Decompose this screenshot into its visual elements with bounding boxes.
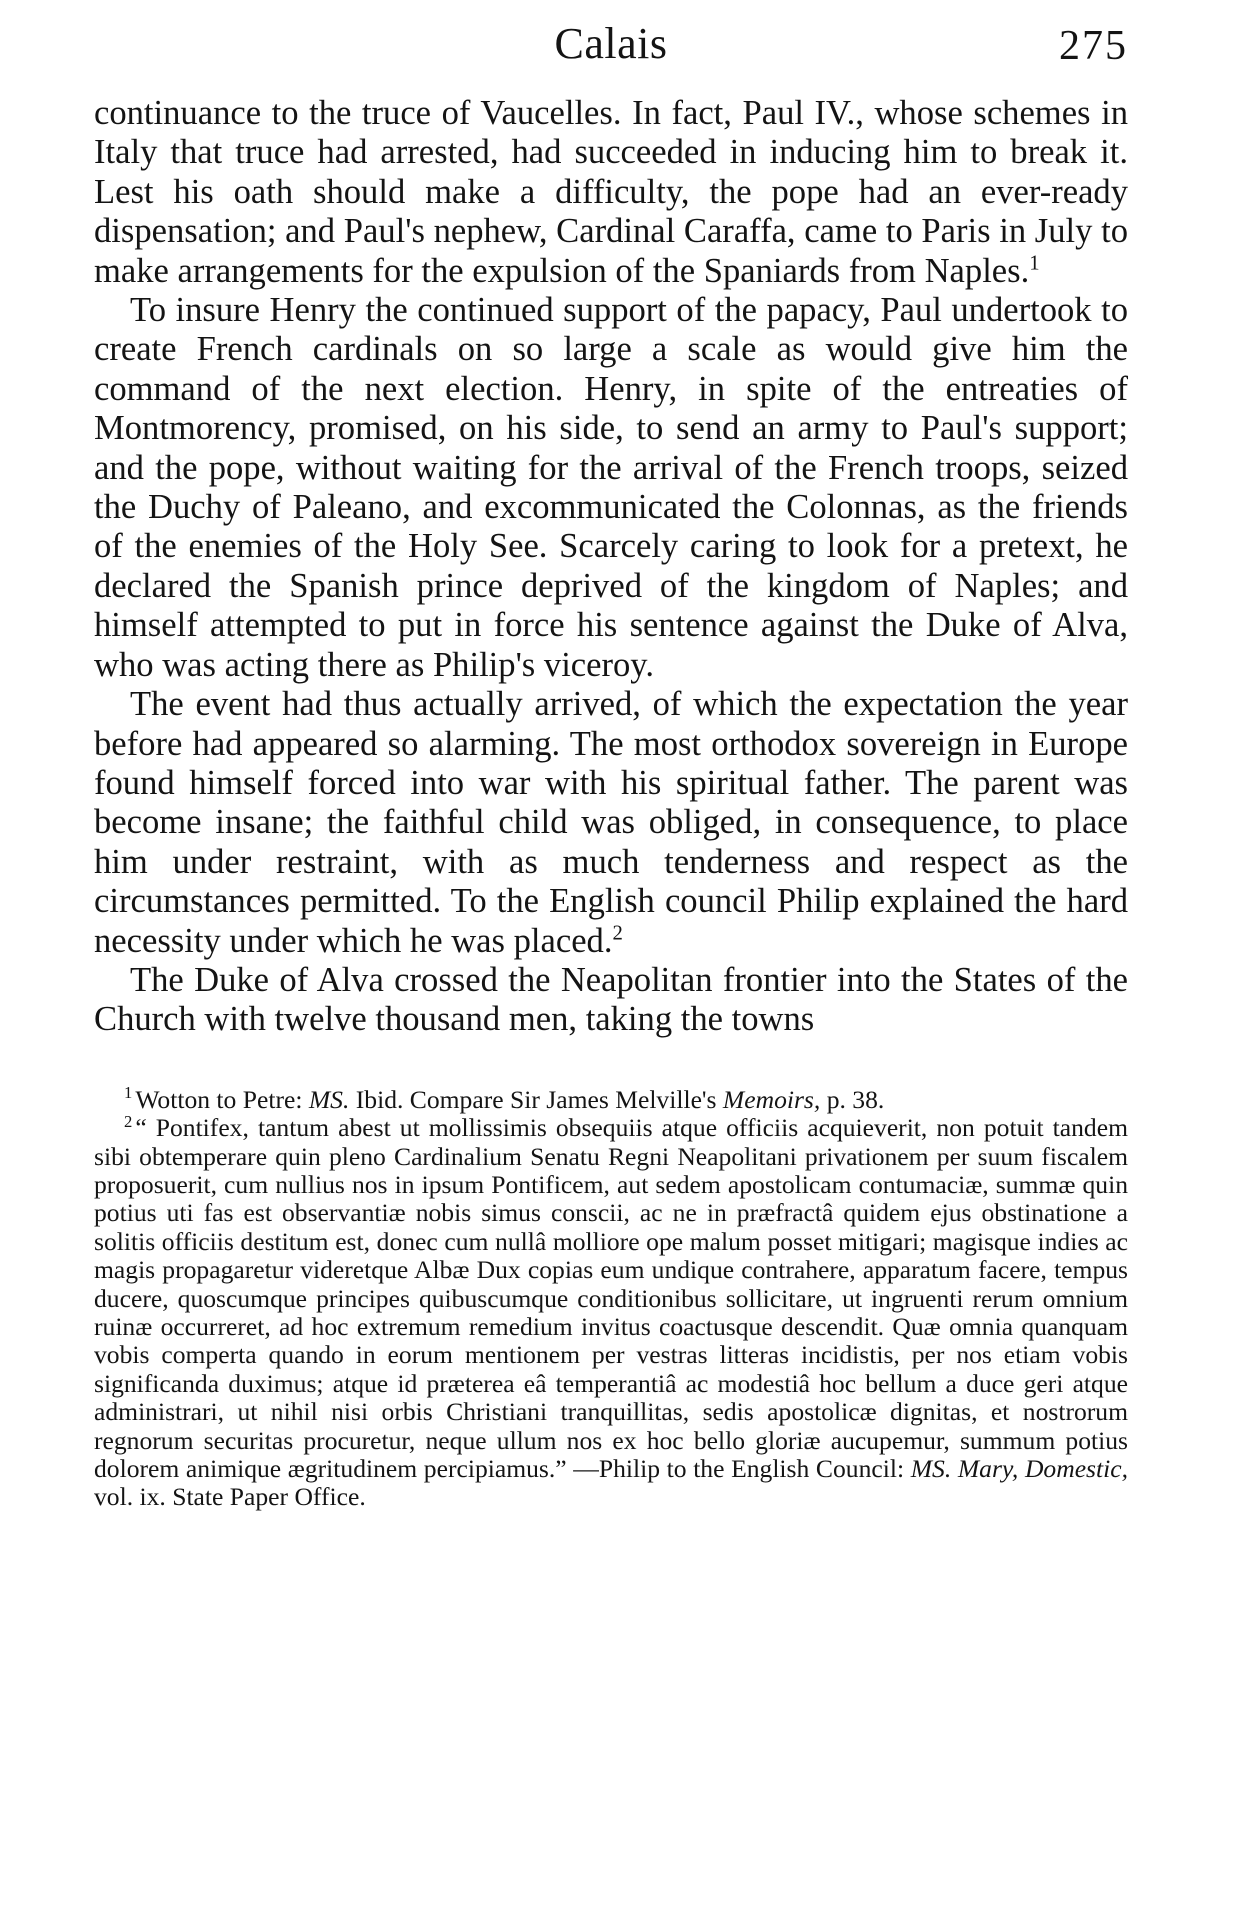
footnotes xyxy=(94,1083,1128,1512)
footnote-text: p. 38. xyxy=(820,1084,885,1114)
paragraph-text: The Duke of Alva crossed the Neapolitan frontier into the States of the Church with twelve thousand men, taking the towns xyxy=(94,960,1128,1039)
paragraph xyxy=(94,291,1128,685)
body-text xyxy=(94,94,1128,1040)
footnote-mark: 2 xyxy=(124,1111,133,1131)
footnote xyxy=(94,1111,1128,1512)
running-title: Calais xyxy=(554,19,668,68)
footnote-mark: 1 xyxy=(124,1083,133,1103)
paragraph-text: continuance to the truce of Vaucelles. In fact, Paul IV., whose schemes in Italy that truce had arrested, had succeeded in inducing him to break it. Lest his oath should make a difficulty, the pope had an ever-ready dispensation; and Paul's nephew, Cardinal Caraffa, came to Paris in July to make arrangements for the expulsion of the Spaniards from Naples. xyxy=(94,94,1128,290)
paragraph-text: The event had thus actually arrived, of which the expectation the year before had appeared so alarming. The most orthodox sovereign in Europe found himself forced into war with his spiritual father. The parent was become insane; the faithful child was obliged, in consequence, to place him under restraint, with as much tenderness and respect as the circumstances permitted. To the English council Philip explained the hard necessity under which he was placed. xyxy=(94,685,1128,960)
page-number: 275 xyxy=(1059,23,1128,69)
paragraph xyxy=(94,961,1128,1040)
paragraph xyxy=(94,94,1128,291)
footnote-italic: MS. xyxy=(308,1084,350,1114)
footnote-reference: 2 xyxy=(612,922,623,944)
footnote-text: Wotton to Petre: xyxy=(135,1084,309,1114)
book-page xyxy=(94,0,1128,1512)
paragraph-text: To insure Henry the continued support of the papacy, Paul undertook to create French cardinals on so large a scale as would give him the command of the next election. Henry, in spite of the entreaties of Montmorency, promised, on his side, to send an army to Paul's support; and the pope, without waiting for the arrival of the French troops, seized the Duchy of Paleano, and excommunicated the Colonnas, as the friends of the enemies of the Holy See. Scarcely caring to look for a pretext, he declared the Spanish prince deprived of the kingdom of Naples; and himself attempted to put in force his sentence against the Duke of Alva, who was acting there as Philip's viceroy. xyxy=(94,291,1128,684)
footnote-text: “ Pontifex, tantum abest ut mollissimis obsequiis atque officiis acquieverit, non potuit tandem sibi obtemperare quin pleno Cardinalium Senatu Regni Neapolitani privationem per suum fiscalem proposuerit, cum nullius nos in ipsum Pontificem, aut sedem apostolicam contumaciæ, summæ quin potius uti fas est observantiæ nobis simus conscii, ac ne in præfractâ quidem ejus obstinatione a solitis officiis destitum est, donec cum nullâ molliore ope malum posset mitigari; magisque indies ac magis propagaretur videretque Albæ Dux copias eum undique contrahere, apparatum facere, tempus ducere, quoscumque principes quibuscumque conditionibus sollicitare, ut ingruenti rerum omnium ruinæ occurreret, ad hoc extremum remedium invitus coactusque descendit. Quæ omnia quanquam vobis comperta quando in eorum mentionem per vestras litteras incidistis, per nos etiam vobis significanda duximus; atque id præterea eâ temperantiâ ac modestiâ hoc bellum a duce geri atque administrari, ut nihil nisi orbis Christiani tranquillitas, sedis apostolicæ dignitas, et nostrorum regnorum securitas procuretur, neque ullum nos ex hoc bello gloriæ aucupemur, summum potius dolorem animique ægritudinem percipiamus.” —Philip to the English Council: xyxy=(94,1113,1128,1484)
footnote-italic: Memoirs, xyxy=(722,1084,821,1114)
footnote-italic: Domestic, xyxy=(1024,1454,1128,1484)
footnote-text xyxy=(1018,1454,1025,1483)
footnote-italic: MS. Mary, xyxy=(910,1454,1019,1484)
footnote-text: vol. ix. State Paper Office. xyxy=(94,1482,366,1512)
paragraph xyxy=(94,685,1128,961)
footnote-text: Ibid. Compare Sir James Melville's xyxy=(349,1084,723,1114)
running-head xyxy=(94,0,1128,94)
footnote xyxy=(94,1083,1128,1114)
footnote-reference: 1 xyxy=(1029,252,1040,275)
